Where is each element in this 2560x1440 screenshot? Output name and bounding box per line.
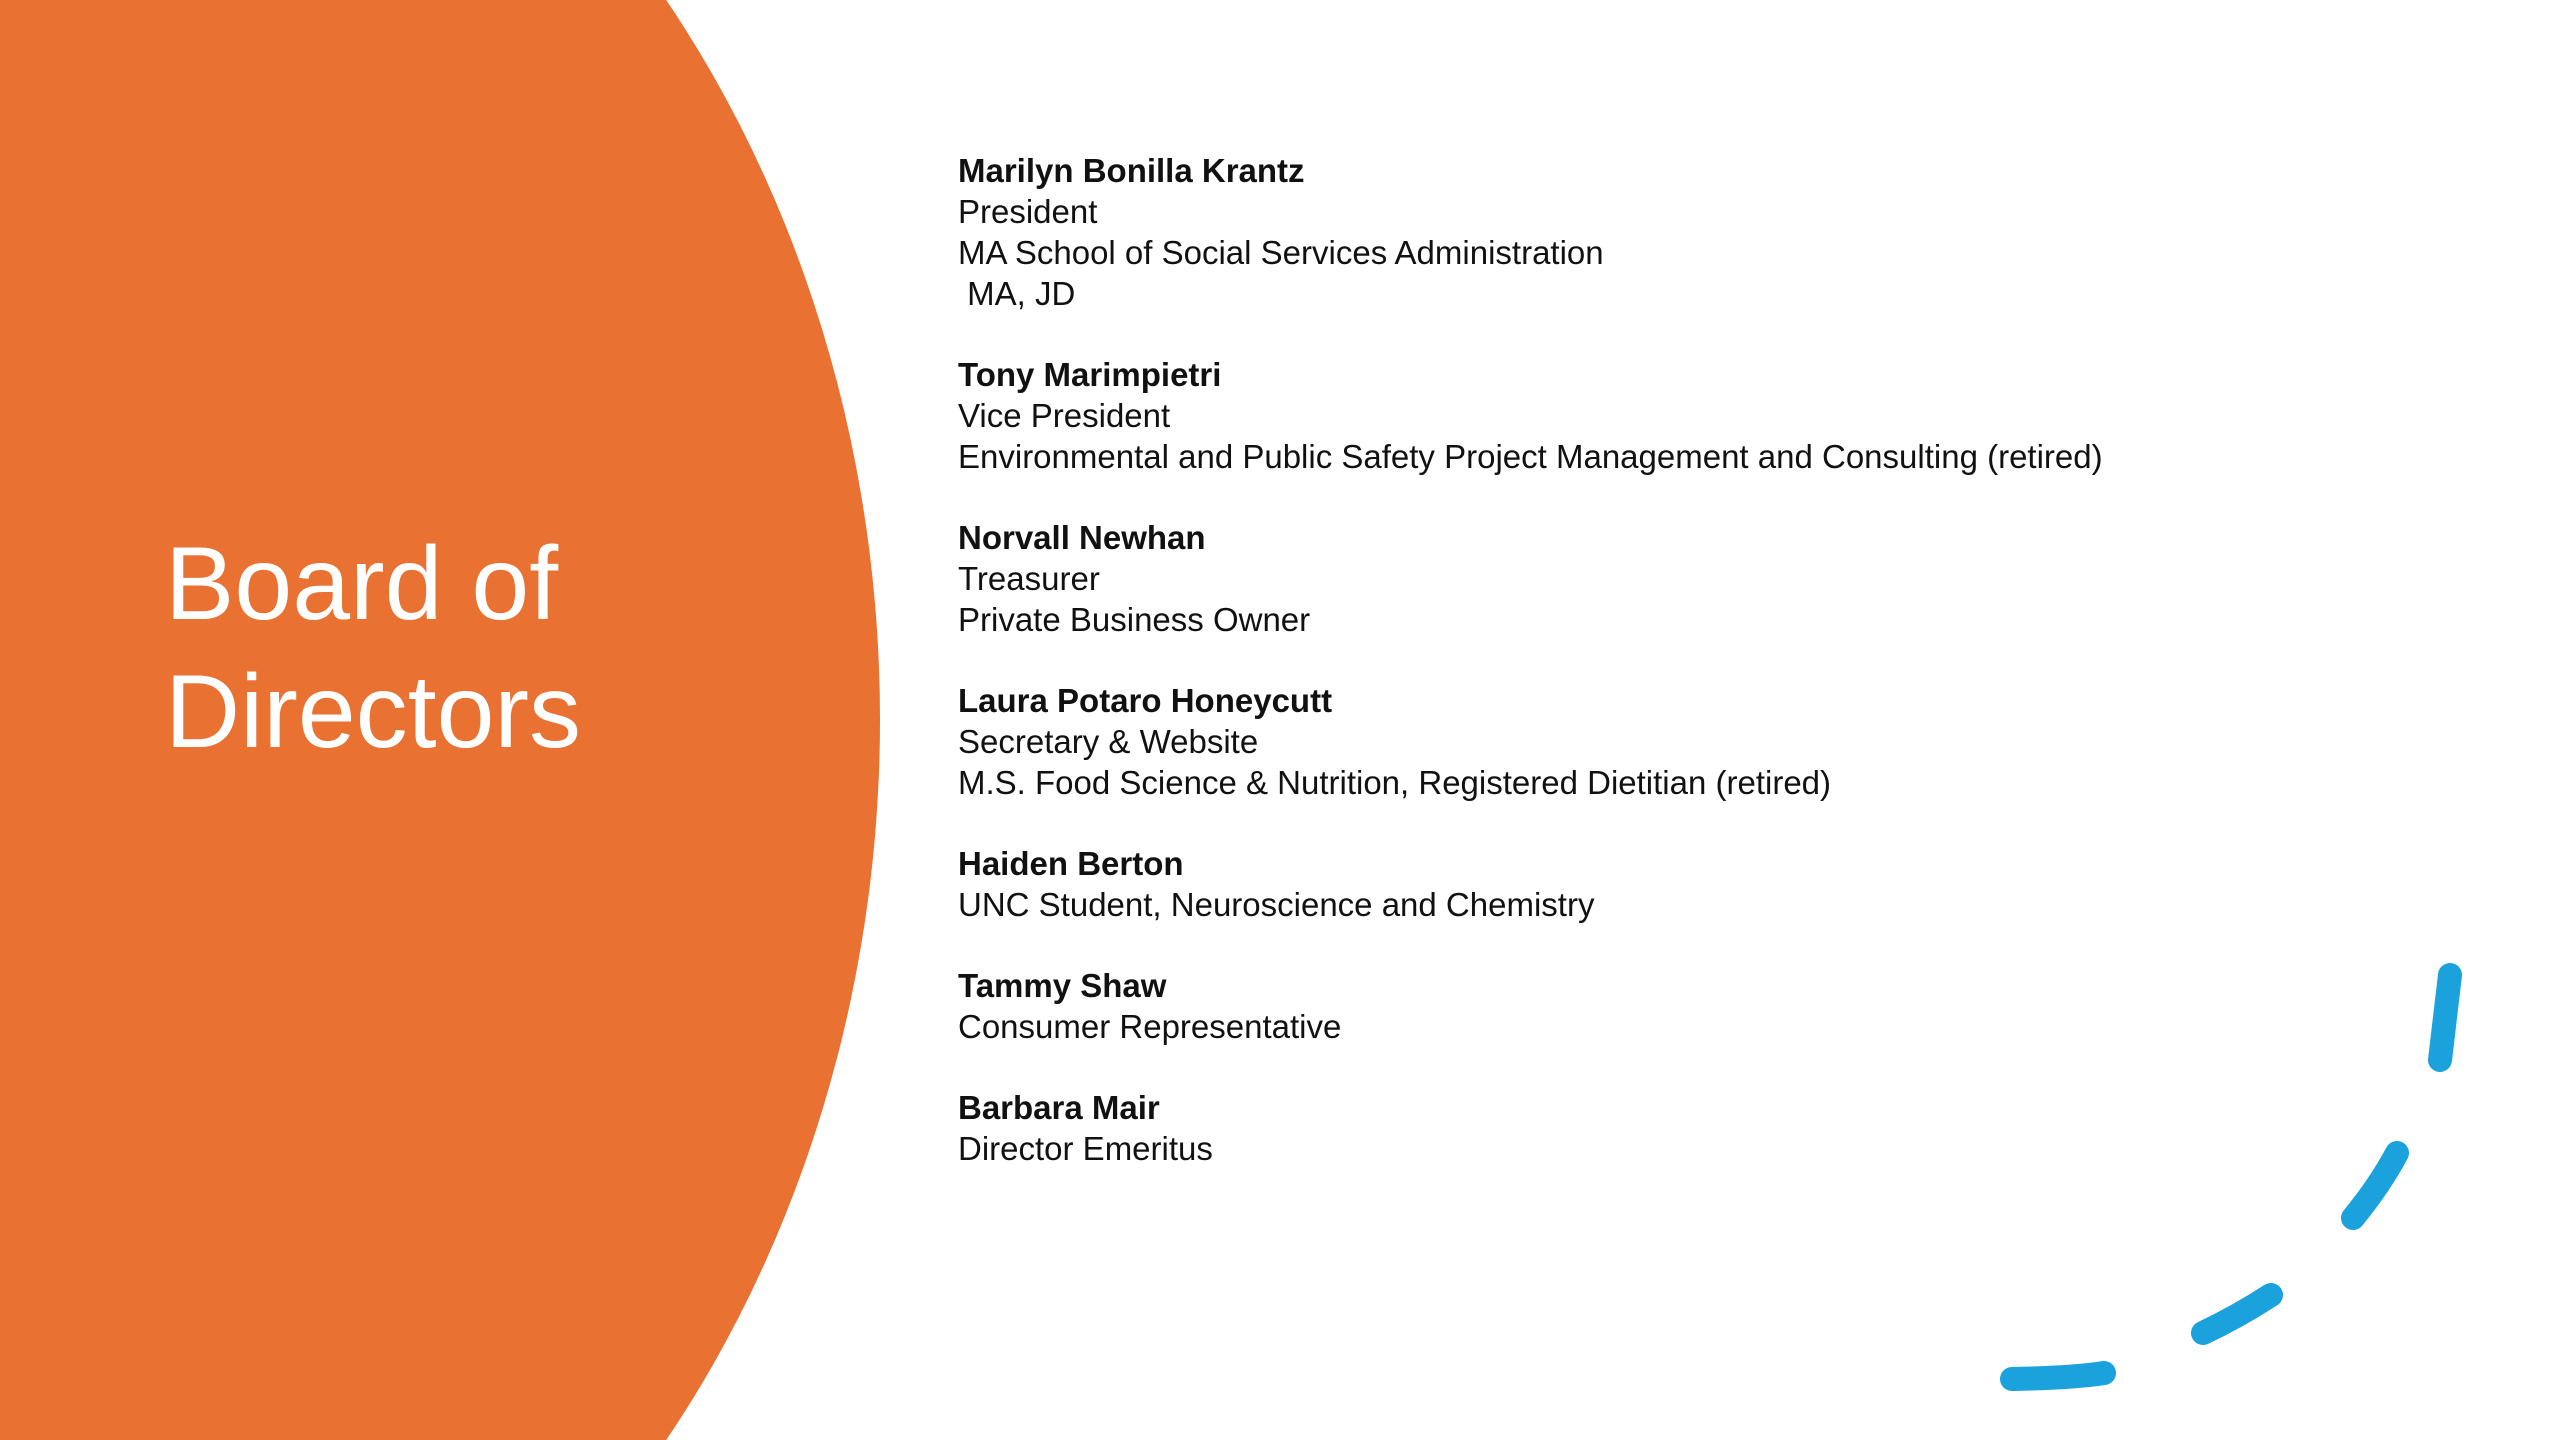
arc-dash [2203, 1295, 2271, 1333]
member-entry [958, 150, 2358, 314]
arc-dash [2440, 975, 2450, 1060]
title-line-1: Board of [165, 526, 559, 642]
member-name: Haiden Berton [958, 845, 1184, 882]
slide-title [165, 520, 865, 776]
member-detail: M.S. Food Science & Nutrition, Registered Dietitian (retired) [958, 764, 1832, 801]
member-detail: President [958, 193, 1098, 230]
member-detail: MA School of Social Services Administration [958, 234, 1604, 271]
member-name: Barbara Mair [958, 1089, 1160, 1126]
member-detail: Environmental and Public Safety Project Management and Consulting (retired) [958, 438, 2103, 475]
member-detail: Director Emeritus [958, 1130, 1213, 1167]
arc-dash [2353, 1153, 2397, 1218]
member-detail: Vice President [958, 397, 1171, 434]
member-entry [958, 517, 2358, 640]
member-name: Tony Marimpietri [958, 356, 1222, 393]
title-line-2: Directors [165, 654, 582, 770]
member-detail: Treasurer [958, 560, 1100, 597]
decorative-dashed-arc [1990, 955, 2490, 1395]
member-detail: Private Business Owner [958, 601, 1311, 638]
member-entry [958, 354, 2358, 477]
member-entry [958, 680, 2358, 803]
member-name: Laura Potaro Honeycutt [958, 682, 1333, 719]
arc-dash [2012, 1373, 2104, 1379]
member-detail: Secretary & Website [958, 723, 1259, 760]
member-detail: Consumer Representative [958, 1008, 1342, 1045]
member-name: Norvall Newhan [958, 519, 1206, 556]
member-detail: UNC Student, Neuroscience and Chemistry [958, 886, 1595, 923]
member-entry [958, 843, 2358, 925]
member-name: Marilyn Bonilla Krantz [958, 152, 1305, 189]
member-name: Tammy Shaw [958, 967, 1167, 1004]
member-detail: MA, JD [958, 275, 1076, 312]
